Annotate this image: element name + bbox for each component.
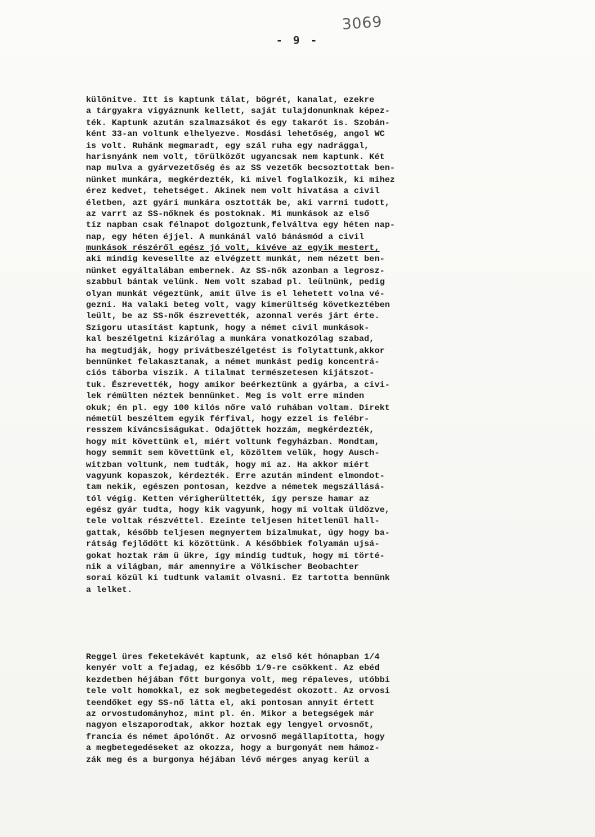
text-line: a lelket. xyxy=(86,584,133,595)
underlined-text-line: munkások részéről egész jó volt, kivéve az egyik mestert, xyxy=(86,243,380,254)
text-line: tele voltak részvéttel. Ezeinte teljesen hitetlenül hall- xyxy=(86,516,380,527)
text-line: nünket egyáltalában embernek. Az SS-nők azonban a legrosz- xyxy=(86,265,385,276)
text-line: ha megtudják, hogy privátbeszélgetést is folytattunk,akkor xyxy=(86,345,385,356)
text-line: tam nekik, egészen pontosan, kezdve a németek megszállásá- xyxy=(86,482,385,493)
text-line: hogy mit követtünk el, miért voltunk fegyházban. Mondtam, xyxy=(86,436,380,447)
text-line: kezdetben héjában főtt burgonya volt, meg répaleves, utóbbi xyxy=(86,674,390,685)
text-line: nagyon elszaporodtak, akkor hoztak egy lengyel orvosnőt, xyxy=(86,720,375,731)
text-line: gattak, később teljesen megnyertem bizalmukat, úgy hogy ba- xyxy=(86,527,390,538)
paragraph-2 xyxy=(86,652,548,766)
text-line: a megbetegedéseket az okozza, hogy a burgonyát nem hámoz- xyxy=(86,743,380,754)
text-line: ként 33-an voltunk elhelyezve. Mosdási lehetőség, angol WC xyxy=(86,129,385,140)
text-line: aki mindig kevesellte az elvégzett munkát, nem nézett ben- xyxy=(86,254,385,265)
text-line: kal beszélgetni kizárólag a munkára vonatkozólag szabad, xyxy=(86,334,375,345)
text-line: rátság fejlődött ki közöttünk. A későbbiek folyamán ujsá- xyxy=(86,539,380,550)
text-line: okuk; én pl. egy 100 kilós nőre való ruhában voltam. Direkt xyxy=(86,402,390,413)
text-line: francia és német ápolónőt. Az orvosnő megállapította, hogy xyxy=(86,731,385,742)
text-line: németül beszéltem egyik férfival, hogy ezzel is felébr- xyxy=(86,413,370,424)
text-line: különitve. Itt is kaptunk tálat, bögrét, kanalat, ezekre xyxy=(86,95,375,105)
text-line: gezni. Ha valaki beteg volt, vagy kimerültség következtében xyxy=(86,300,390,311)
handwritten-page-number: 3069 xyxy=(341,12,383,34)
text-line: nap, egy héten éjjel. A munkánál való bánásmód a civil xyxy=(86,231,365,242)
text-line: resszem kíváncsiságukat. Odajöttek hozzám, megkérdezték, xyxy=(86,425,375,436)
text-line: sorai közül ki tudtunk valamit olvasni. Ez tartotta bennünk xyxy=(86,573,390,584)
text-line: leült, be az SS-nők észrevették, azonnal verés járt érte. xyxy=(86,311,380,322)
text-line: ték. Kaptunk azután szalmazsákot és egy takarót is. Szobán- xyxy=(86,117,390,128)
text-line: egész gyár tudta, hogy kik vagyunk, hogy mi voltak üldözve, xyxy=(86,505,390,516)
text-line: érez kedvet, tehetséget. Akinek nem volt hivatása a civil xyxy=(86,186,380,197)
text-line: zák meg és a burgonya héjában lévő mérges anyag kerül a xyxy=(86,754,370,765)
text-line: witzban voltunk, nem tudták, hogy mi az. Ha akkor miért xyxy=(86,459,370,470)
text-line: kenyér volt a fejadag, ez később 1/9-re csökkent. Az ebéd xyxy=(86,663,380,674)
text-line: hogy semmit sem követtünk el, közöltem velük, hogy Ausch- xyxy=(86,448,380,459)
text-line: harisnyánk nem volt, törülközőt ugyancsak nem kaptunk. Két xyxy=(86,151,385,162)
text-line: ciós táborba viszik. A tilalmat természetesen kijátszot- xyxy=(86,368,375,379)
text-line: tuk. Észrevették, hogy amikor beérkeztünk a gyárba, a civi- xyxy=(86,379,390,390)
text-line: szabbul bántak velünk. Nem volt szabad pl. leülnünk, pedig xyxy=(86,277,385,288)
text-line: olyan munkát végeztünk, amit ülve is el lehetett volna vé- xyxy=(86,288,385,299)
text-line: nünket munkára, megkérdezték, ki mivel foglalkozik, ki mihez xyxy=(86,174,396,185)
text-line: tól végig. Ketten vérigherültették, így persze hamar az xyxy=(86,493,370,504)
text-line: nap mulva a gyárvezetőség és az SS vezetők becsoztottak ben- xyxy=(86,163,396,174)
text-line: tele volt homokkal, ez sok megbetegedést okozott. Az orvosi xyxy=(86,686,390,697)
text-line: gokat hoztak rám ü ükre, így mindig tudtuk, hogy mi törté- xyxy=(86,550,385,561)
text-line: Szigoru utasítást kaptunk, hogy a német civil munkások- xyxy=(86,322,370,333)
text-line: vagyunk kopaszok, kérdezték. Erre azután mindent elmondot- xyxy=(86,470,385,481)
text-line: tíz napban csak félnapot dolgoztunk,felváltva egy héten nap- xyxy=(86,220,396,231)
text-line: a tárgyakra vigyáznunk kellett, saját tulajdonunknak képez- xyxy=(86,106,390,117)
text-line: az orvostudományhoz, mint pl. én. Mikor a betegségek már xyxy=(86,708,375,719)
text-line: is volt. Ruhánk megmaradt, egy szál ruha egy nadrággal, xyxy=(86,140,370,151)
text-line: bennünket felakasztanak, a német munkást pedig koncentrá- xyxy=(86,356,380,367)
page-number: - 9 - xyxy=(275,34,320,47)
text-line: az varrt az SS-nőknek és postoknak. Mi munkások az első xyxy=(86,208,370,219)
text-line: nik a világban, már amennyire a Völkischer Beobachter xyxy=(86,562,359,573)
text-line: lek rémülten néztek bennünket. Meg is volt erre minden xyxy=(86,391,365,402)
text-line: életben, azt gyári munkára osztották be, aki varrni tudott, xyxy=(86,197,390,208)
text-line: teendőket egy SS-nő látta el, aki pontosan annyit értett xyxy=(86,697,375,708)
text-line: Reggel üres feketekávét kaptunk, az első két hónapban 1/4 xyxy=(86,652,380,662)
paragraph-1 xyxy=(86,95,548,596)
